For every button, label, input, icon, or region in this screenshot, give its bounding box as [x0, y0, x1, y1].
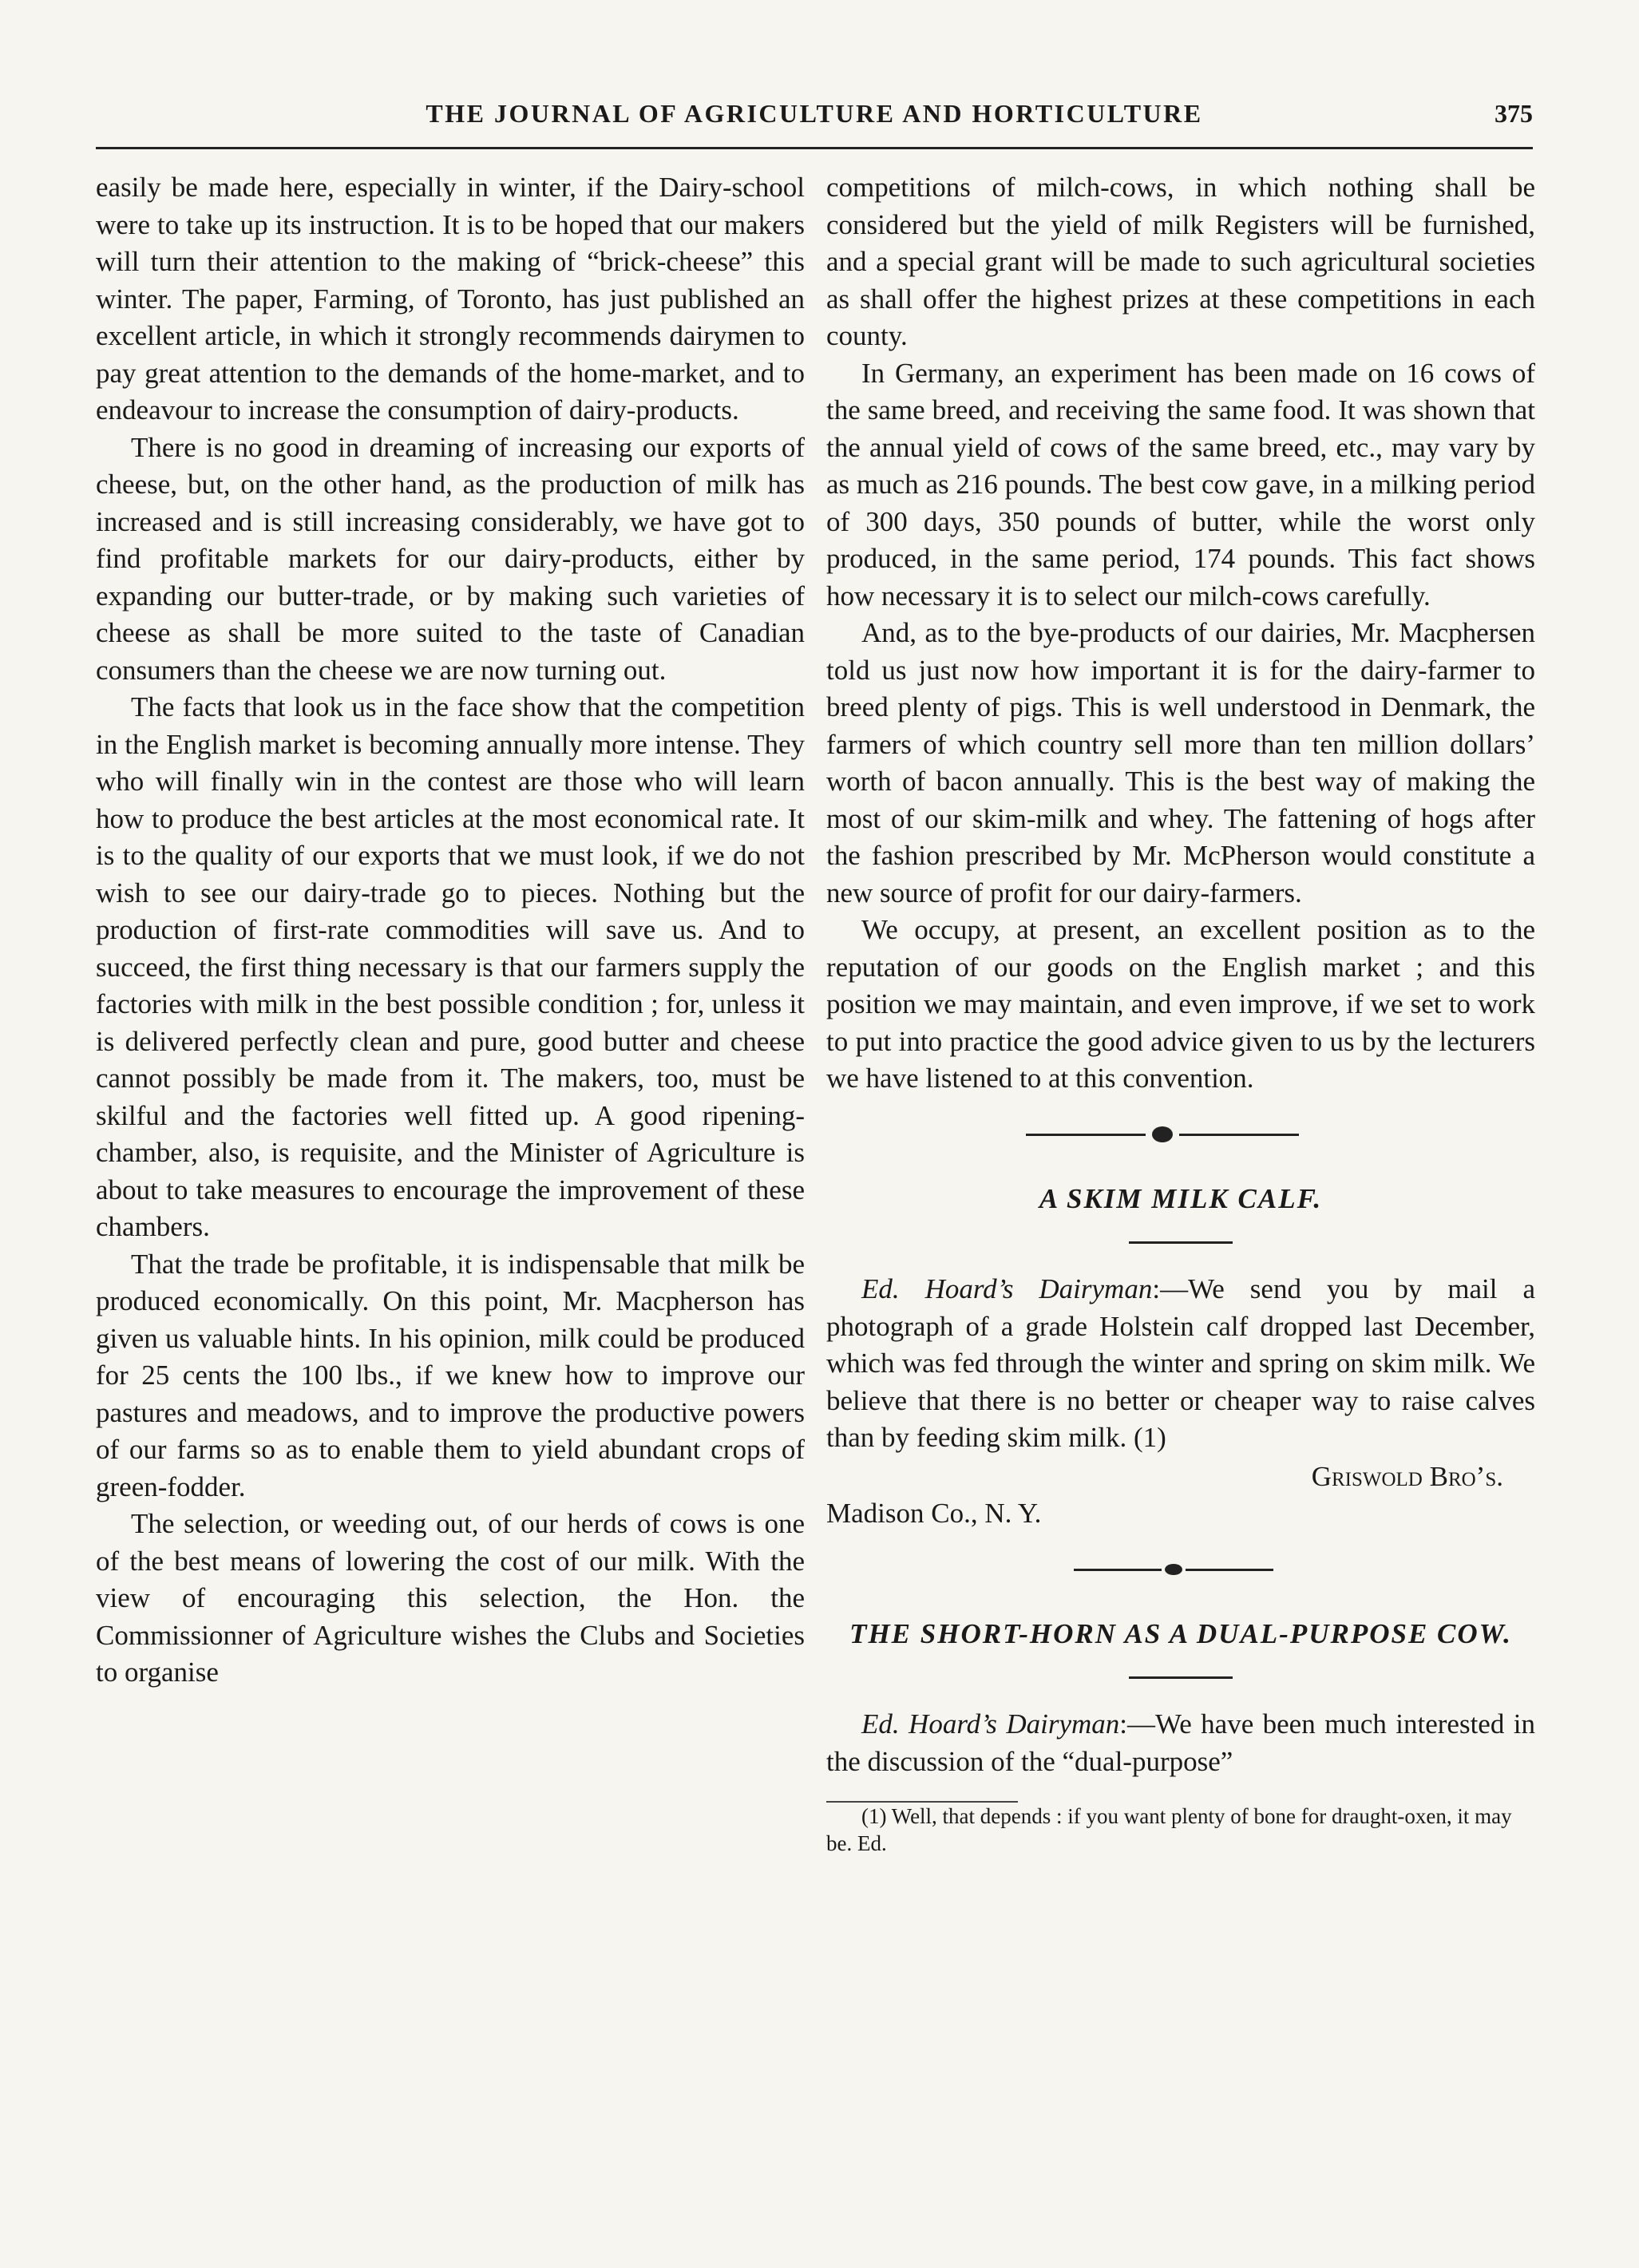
paragraph: competitions of milch-cows, in which nothing shall be considered but the yield of milk Registers will be furnished, and a special grant will be made to such agricultural societies as shall offer the highest prizes at these competitions in each county. — [826, 172, 1535, 351]
ornament-line-left — [1026, 1134, 1146, 1136]
ornament-line-right — [1186, 1569, 1273, 1571]
ornament-line-right — [1179, 1134, 1299, 1136]
title-rule — [1129, 1676, 1233, 1679]
section-ornament — [826, 1544, 1535, 1595]
salutation: Ed. Hoard’s Dairyman — [861, 1273, 1153, 1304]
paragraph: We occupy, at present, an excellent position as to the reputation of our goods on the English market ; and this position we may maintain, and even improve, if we set to work to put into practice the good advice given to us by the lecturers we have listened to at this convention. — [826, 914, 1535, 1094]
paragraph: That the trade be profitable, it is indispensable that milk be produced economically. On this point, Mr. Macpherson has given us valuable hints. In his opinion, milk could be produced for 25 cents the 100 lbs., if we knew how to improve our pastures and meadows, and to improve the productive powers of our farms so as to enable them to yield abundant crops of green-fodder. — [96, 1248, 805, 1502]
salutation: Ed. Hoard’s Dairyman — [861, 1708, 1120, 1740]
paragraph: There is no good in dreaming of increasing our exports of cheese, but, on the other hand, as the production of milk has increased and is still increasing considerably, we have got to find profitable markets for our dairy-products, either by expanding our butter-trade, or by making such varieties of cheese as shall be more suited to the taste of Canadian consumers than the cheese we are now turning out. — [96, 431, 805, 686]
title-rule — [1129, 1241, 1233, 1244]
ornament-dot — [1165, 1564, 1182, 1575]
paragraph: easily be made here, especially in winter, if the Dairy-school were to take up its instruction. It is to be hoped that our makers will turn their attention to the making of “brick-cheese” this winter. The paper, Farming, of Toronto, has just published an excellent article, in which it strongly recommends dairymen to pay great attention to the demands of the home-market, and to endeavour to increase the consumption of dairy-products. — [96, 172, 805, 425]
footnote: (1) Well, that depends : if you want plenty of bone for draught-oxen, it may be. Ed. — [826, 1804, 1512, 1855]
paragraph: In Germany, an experiment has been made on 16 cows of the same breed, and receiving the same food. It was shown that the annual yield of cows of the same breed, etc., may vary by as much as 216 pounds. The best cow gave, in a milking period of 300 days, 350 pounds of butter, while the worst only produced, in the same period, 174 pounds. This fact shows how necessary it is to select our milch-cows carefully. — [826, 357, 1535, 612]
letter-place: Madison Co., N. Y. — [826, 1498, 1042, 1529]
letter-body: :—We have been much interested in the discussion of the “dual-purpose” — [826, 1708, 1535, 1777]
left-column — [96, 169, 805, 1692]
paragraph: The selection, or weeding out, of our herds of cows is one of the best means of lowering the cost of our milk. With the view of encouraging this selection, the Hon. the Commissionner of Agriculture wishes the Clubs and Societies to organise — [96, 1508, 805, 1688]
section-title-short-horn: THE SHORT-HORN AS A DUAL-PURPOSE COW. — [849, 1617, 1512, 1649]
right-column — [826, 169, 1535, 1857]
paragraph: And, as to the bye-products of our dairies, Mr. Macphersen told us just now how important it is for the dairy-farmer to breed plenty of pigs. This is well understood in Denmark, the farmers of which country sell more than ten million dollars’ worth of bacon annually. This is the best way of making the most of our skim-milk and whey. The fattening of hogs after the fashion prescribed by Mr. McPherson would constitute a new source of profit for our dairy-farmers. — [826, 617, 1535, 908]
page-header — [96, 96, 1533, 141]
paragraph: The facts that look us in the face show that the competition in the English market is becoming annually more intense. They who will finally win in the contest are those who will learn how to produce the best articles at the most economical rate. It is to the quality of our exports that we must look, if we do not wish to see our dairy-trade go to pieces. Nothing but the production of first-rate commodities will save us. And to succeed, the first thing necessary is that our farmers supply the factories with milk in the best possible condition ; for, unless it is delivered perfectly clean and pure, good butter and cheese cannot possibly be made from it. The makers, too, must be skilful and the factories well fitted up. A good ripening-chamber, also, is requisite, and the Minister of Agriculture is about to take measures to encourage the improvement of these chambers. — [96, 691, 805, 1242]
section-title-skim-milk-calf: A SKIM MILK CALF. — [1039, 1182, 1323, 1214]
page-number: 375 — [1494, 99, 1533, 128]
section-ornament — [826, 1109, 1535, 1160]
letter-body: :—We send you by mail a photograph of a grade Holstein calf dropped last December, which was fed through the winter and spring on skim milk. We believe that there is no better or cheaper way to raise calves than by feeding skim milk. (1) — [826, 1273, 1535, 1453]
running-title: THE JOURNAL OF AGRICULTURE AND HORTICULTURE — [426, 99, 1203, 128]
ornament-dot — [1152, 1126, 1173, 1142]
ornament-line-left — [1074, 1569, 1162, 1571]
letter-paragraph — [826, 1271, 1535, 1457]
signature: Griswold Bro’s. — [1311, 1460, 1503, 1492]
header-rule — [96, 147, 1533, 149]
letter-paragraph — [826, 1706, 1535, 1780]
